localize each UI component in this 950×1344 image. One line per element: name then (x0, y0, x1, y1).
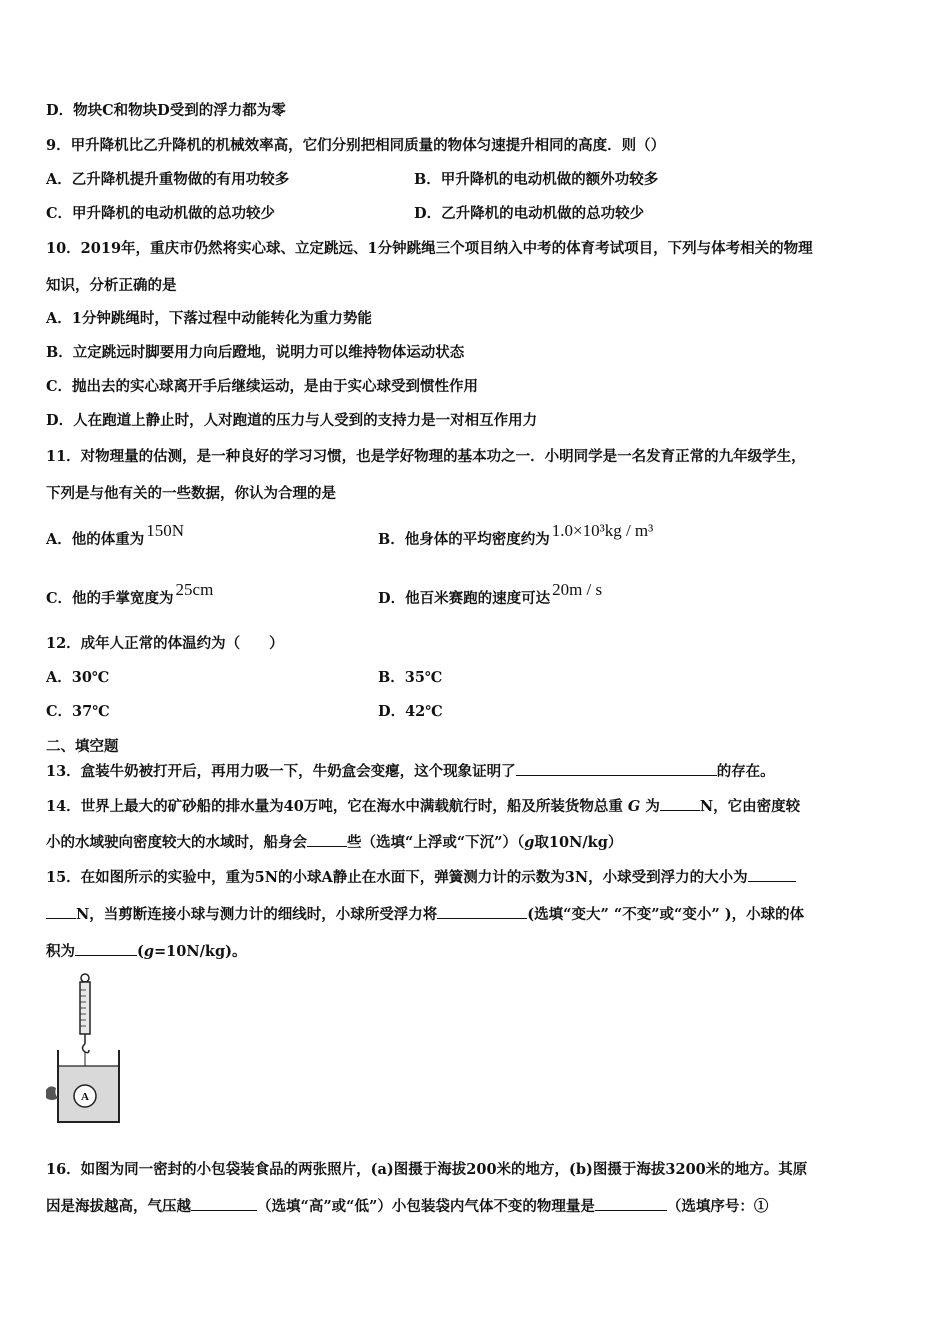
stand-clamp (46, 1086, 58, 1100)
q15-blank-change[interactable] (437, 904, 527, 919)
q15-text-b: N，当剪断连接小球与测力计的细线时，小球所受浮力将 (76, 906, 438, 923)
section-heading-fill-in: 二、填空题 (46, 738, 119, 755)
q14-text-d: 小的水域驶向密度较大的水域时，船身会 (46, 834, 307, 851)
q11-option-c (46, 580, 214, 607)
question-9: 9．甲升降机比乙升降机的机械效率高，它们分别把相同质量的物体匀速提升相同的高度．则（） (46, 137, 666, 154)
line-q8-option-d: D．物块C和物块D受到的浮力都为零 (46, 102, 286, 119)
q15-var-g: g (143, 943, 155, 960)
q9-options-row2 (46, 204, 645, 224)
q12-options-row1 (46, 668, 443, 688)
q11-option-c-text: C．他的手掌宽度为 (46, 590, 174, 607)
q11-option-a (46, 521, 185, 548)
q13-text-a: 13．盒装牛奶被打开后，再用力吸一下，牛奶盒会变瘪，这个现象证明了 (46, 763, 516, 780)
q12-option-a: A．30℃ (46, 669, 110, 686)
q10-option-b: B．立定跳远时脚要用力向后蹬地，说明力可以维持物体运动状态 (46, 344, 465, 361)
question-10-line2: 知识，分析正确的是 (46, 277, 177, 294)
q9-option-c: C．甲升降机的电动机做的总功较少 (46, 205, 276, 222)
question-12: 12．成年人正常的体温约为（ ） (46, 635, 284, 652)
spring-scale-beaker-figure (44, 972, 124, 1132)
q12-option-b: B．35℃ (378, 669, 443, 686)
q15-text-a: 15．在如图所示的实验中，重为5N的小球A静止在水面下，弹簧测力计的示数为3N，小球受到浮力的大小为 (46, 869, 748, 886)
q12-options-row2 (46, 702, 443, 722)
question-10-line1: 10．2019年，重庆市仍然将实心球、立定跳远、1分钟跳绳三个项目纳入中考的体育考试项目，下列与体考相关的物理 (46, 240, 813, 257)
question-14-line1 (46, 796, 800, 817)
question-15-line1 (46, 867, 796, 888)
scale-hook-ring (81, 974, 89, 982)
q9-option-b: B．甲升降机的电动机做的额外功较多 (414, 171, 659, 188)
q11-option-d-text: D．他百米赛跑的速度可达 (378, 590, 551, 607)
q11-option-a-text: A．他的体重为 (46, 531, 145, 548)
q15-text-c: (选填“变大” “不变”或“变小” )，小球的体 (527, 906, 805, 923)
q14-text-c: N，它由密度较 (699, 798, 801, 815)
q12-option-c: C．37℃ (46, 703, 110, 720)
q11-option-a-math: 150N (146, 521, 185, 540)
question-13 (46, 761, 775, 782)
q14-blank-weight[interactable] (660, 796, 700, 811)
scale-hook (83, 1044, 90, 1053)
q15-text-d: 积为 (46, 943, 75, 960)
q14-text-a: 14．世界上最大的矿砂船的排水量为40万吨，它在海水中满载航行时，船及所装货物总重 (46, 798, 623, 815)
question-11-line2: 下列是与他有关的一些数据，你认为合理的是 (46, 485, 336, 502)
q11-option-d (378, 580, 603, 609)
q13-text-b: 的存在。 (716, 763, 775, 780)
q10-option-a: A．1分钟跳绳时，下落过程中动能转化为重力势能 (46, 310, 372, 327)
q10-option-d: D．人在跑道上静止时，人对跑道的压力与人受到的支持力是一对相互作用力 (46, 412, 538, 429)
q14-var-small-g: g (524, 834, 535, 851)
q14-blank-float[interactable] (307, 832, 347, 847)
q12-option-d: D．42℃ (378, 703, 443, 720)
q11-option-d-math: 20m / s (552, 580, 603, 599)
question-11-line1: 11．对物理量的估测，是一种良好的学习习惯，也是学好物理的基本功之一．小明同学是一名发育正常的九年级学生， (46, 448, 806, 465)
q11-option-c-math: 25cm (175, 580, 214, 599)
question-16-line1: 16．如图为同一密封的小包袋装食品的两张照片，(a)图摄于海拔200米的地方，(b)图摄于海拔3200米的地方。其原 (46, 1161, 808, 1178)
q14-text-f: 取10N/kg） (534, 834, 623, 851)
q11-option-b-text: B．他身体的平均密度约为 (378, 531, 550, 548)
q16-text-b: （选填“高”或“低”）小包装袋内气体不变的物理量是 (257, 1198, 595, 1215)
q15-blank-buoyancy-part2[interactable] (46, 904, 76, 919)
question-14-line2 (46, 832, 622, 853)
q15-text-e: ( (137, 943, 144, 960)
q16-text-a: 因是海拔越高，气压越 (46, 1198, 191, 1215)
q14-var-g: G (627, 798, 641, 815)
q14-text-e: 些（选填“上浮或“下沉”）（ (347, 834, 525, 851)
q13-blank[interactable] (516, 761, 717, 776)
q9-option-d: D．乙升降机的电动机做的总功较少 (414, 205, 645, 222)
q14-text-b: 为 (645, 798, 660, 815)
q16-text-c: （选填序号：① (666, 1198, 769, 1215)
q11-option-b-math: 1.0×10³kg / m³ (551, 521, 654, 540)
q9-options-row1 (46, 170, 659, 190)
question-15-line2 (46, 904, 804, 925)
q16-blank-quantity[interactable] (595, 1196, 667, 1211)
q11-options-row1 (46, 521, 654, 550)
question-15-line3 (46, 941, 246, 962)
q15-blank-volume[interactable] (75, 941, 137, 956)
q9-option-a: A．乙升降机提升重物做的有用功较多 (46, 171, 290, 188)
q11-option-b (378, 521, 654, 550)
ball-a-label: A (81, 1091, 89, 1103)
q15-text-f: =10N/kg)。 (154, 943, 247, 960)
q10-option-c: C．抛出去的实心球离开手后继续运动，是由于实心球受到惯性作用 (46, 378, 479, 395)
question-16-line2 (46, 1196, 768, 1217)
q16-blank-pressure[interactable] (191, 1196, 257, 1211)
q11-options-row2 (46, 580, 603, 609)
q15-blank-buoyancy-part1[interactable] (748, 867, 796, 882)
